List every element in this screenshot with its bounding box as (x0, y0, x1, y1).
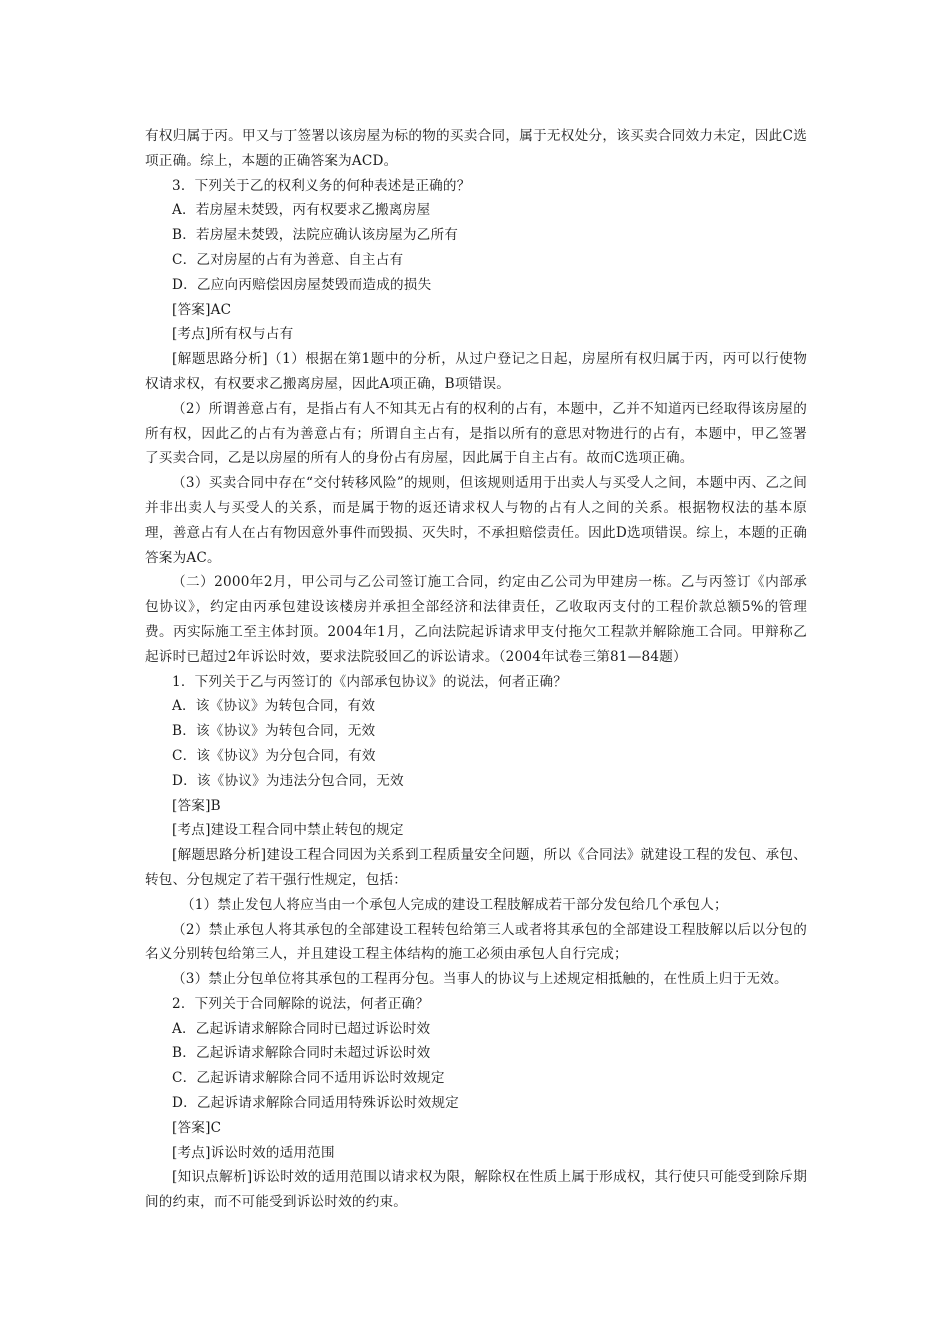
key-point: [考点]诉讼时效的适用范围 (172, 1144, 335, 1161)
option-b: B．若房屋未焚毁，法院应确认该房屋为乙所有 (172, 227, 459, 244)
key-point: [考点]所有权与占有 (172, 326, 294, 343)
question-3: 3．下列关于乙的权利义务的何种表述是正确的？ (172, 177, 471, 194)
analysis: [解题思路分析]（1）根据在第1题中的分析，从过户登记之日起，房屋所有权归属于丙，丙可以行使物权请求权，有权要求乙搬离房屋，因此A项正确，B项错误。 (145, 351, 807, 392)
option-a: A．该《协议》为转包合同，有效 (172, 698, 376, 715)
key-point: [考点]建设工程合同中禁止转包的规定 (172, 822, 404, 839)
analysis-point-2: （2）所谓善意占有，是指占有人不知其无占有的权利的占有，本题中，乙并不知道丙已经取得该房屋的所有权，因此乙的占有为善意占有；所谓自主占有，是指以所有的意思对物进行的占有，本题中，甲乙签署了买卖合同，乙是以房屋的所有人的身份占有房屋，因此属于自主占有。故而C选项正确。 (145, 400, 807, 467)
analysis: [解题思路分析]建设工程合同因为关系到工程质量安全问题，所以《合同法》就建设工程的发包、承包、转包、分包规定了若干强行性规定，包括： (145, 847, 807, 888)
rule-2: （2）禁止承包人将其承包的全部建设工程转包给第三人或者将其承包的全部建设工程肢解以后以分包的名义分别转包给第三人，并且建设工程主体结构的施工必须由承包人自行完成； (145, 921, 807, 963)
analysis-point-3: （3）买卖合同中存在“交付转移风险”的规则，但该规则适用于出卖人与买受人之间，本题中丙、乙之间并非出卖人与买受人的关系，而是属于物的返还请求权人与物的占有人之间的关系。根据物权法的基本原理，善意占有人在占有物因意外事件而毁损、灭失时，不承担赔偿责任。因此D选项错误。综上，本题的正确答案为AC。 (145, 475, 807, 566)
document-page (145, 124, 807, 1215)
option-a: A．乙起诉请求解除合同时已超过诉讼时效 (172, 1020, 431, 1037)
option-a: A．若房屋未焚毁，丙有权要求乙搬离房屋 (172, 202, 431, 219)
option-c: C．乙起诉请求解除合同不适用诉讼时效规定 (172, 1070, 445, 1087)
option-c: C．该《协议》为分包合同，有效 (172, 747, 376, 764)
question-1: 1．下列关于乙与丙签订的《内部承包协议》的说法，何者正确？ (172, 673, 568, 690)
rule-3: （3）禁止分包单位将其承包的工程再分包。当事人的协议与上述规定相抵触的，在性质上归于无效。 (172, 971, 788, 988)
case-two-intro: （二）2000年2月，甲公司与乙公司签订施工合同，约定由乙公司为甲建房一栋。乙与丙签订《内部承包协议》，约定由丙承包建设该楼房并承担全部经济和法律责任，乙收取丙支付的工程价款总额5%的管理费。丙实际施工至主体封顶。2004年1月，乙向法院起诉请求甲支付拖欠工程款并解除施工合同。甲辩称乙起诉时已超过2年诉讼时效，要求法院驳回乙的诉讼请求。（2004年试卷三第81—84题） (145, 574, 807, 665)
option-b: B．乙起诉请求解除合同时未超过诉讼时效 (172, 1045, 431, 1062)
option-d: D．乙应向丙赔偿因房屋焚毁而造成的损失 (172, 276, 432, 293)
rule-1: （1）禁止发包人将应当由一个承包人完成的建设工程肢解成若干部分发包给几个承包人； (181, 896, 728, 913)
option-d: D．乙起诉请求解除合同适用特殊诉讼时效规定 (172, 1095, 459, 1112)
answer: [答案]B (172, 797, 221, 814)
option-b: B．该《协议》为转包合同，无效 (172, 723, 376, 740)
answer: [答案]AC (172, 301, 232, 318)
knowledge-analysis: [知识点解析]诉讼时效的适用范围以请求权为限，解除权在性质上属于形成权，其行使只可能受到除斥期间的约束，而不可能受到诉讼时效的约束。 (145, 1169, 807, 1211)
option-d: D．该《协议》为违法分包合同，无效 (172, 772, 404, 789)
question-2: 2．下列关于合同解除的说法，何者正确？ (172, 995, 430, 1012)
answer: [答案]C (172, 1119, 222, 1136)
paragraph-continuation: 有权归属于丙。甲又与丁签署以该房屋为标的物的买卖合同，属于无权处分，该买卖合同效力未定，因此C选项正确。综上，本题的正确答案为ACD。 (145, 128, 807, 169)
option-c: C．乙对房屋的占有为善意、自主占有 (172, 251, 404, 268)
